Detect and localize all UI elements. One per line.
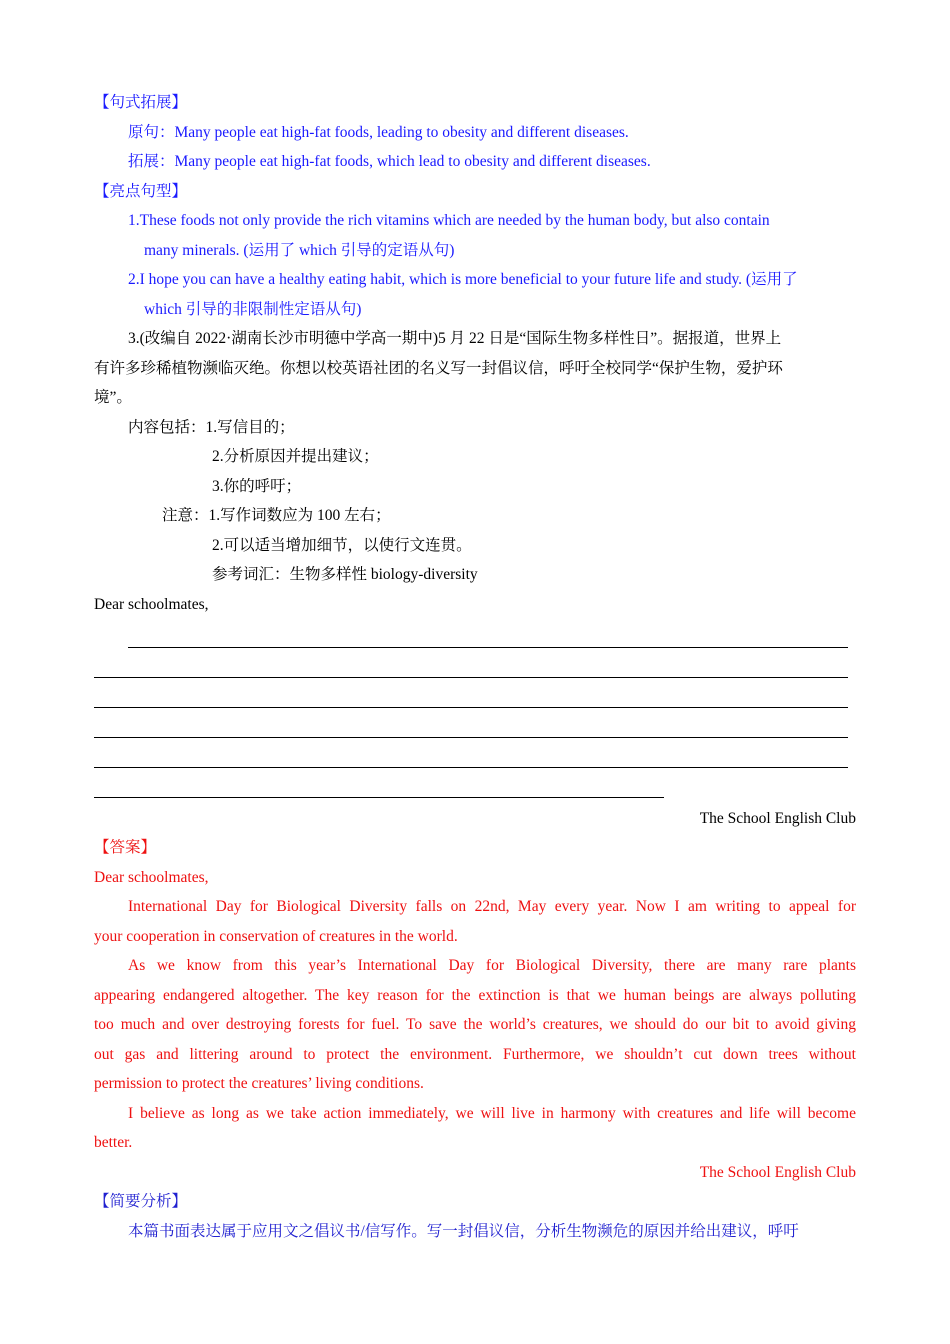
content-requirement-3: 3.你的呼吁； [212, 477, 302, 495]
analysis-line-1: 本篇书面表达属于应用文之倡议书/信写作。写一封倡议信，分析生物濒危的原因并给出建议，呼吁 [128, 1222, 799, 1240]
highlight-item-2-line-2: which 引导的非限制性定语从句) [144, 300, 362, 318]
highlight-item-2-line-1: 2.I hope you can have a healthy eating habit, which is more beneficial to your future life and study. (运用了 [128, 271, 798, 288]
writing-line [128, 647, 848, 648]
letter-signature: The School English Club [699, 810, 856, 827]
content-requirement-2: 2.分析原因并提出建议； [212, 448, 379, 465]
note-2: 2.可以适当增加细节，以使行文连贯。 [212, 536, 472, 554]
answer-heading: 【答案】 [94, 839, 157, 856]
original-sentence [94, 118, 856, 148]
task-prompt-line-3: 境”。 [94, 389, 132, 406]
expanded-text: Many people eat high-fat foods, which lead to obesity and different diseases. [174, 153, 651, 170]
answer-p2-line-1: As we know from this year’s International Day for Biological Diversity, there are many rare plants [128, 957, 856, 974]
analysis-heading: 【简要分析】 [94, 1193, 188, 1210]
writing-lines [94, 619, 856, 805]
answer-p2-line-3: too much and over destroying forests for fuel. To save the world’s creatures, we should do our bit to avoid giving [94, 1016, 856, 1033]
answer-salutation: Dear schoolmates, [94, 868, 209, 886]
content-item-1: 1.写信目的； [205, 418, 295, 436]
highlight-sentences-heading: 【亮点句型】 [94, 182, 188, 200]
answer-p1-line-2: your cooperation in conservation of creatures in the world. [94, 927, 458, 945]
answer-p1-line-1: International Day for Biological Diversity falls on 22nd, May every year. Now I am writing to appeal for [128, 898, 856, 915]
answer-p2-line-2: appearing endangered altogether. The key reason for the extinction is that we human beings are always polluting [94, 986, 856, 1004]
note-item-1: 1.写作词数应为 100 左右； [208, 507, 391, 524]
note-1 [94, 501, 856, 531]
writing-line [94, 767, 848, 768]
answer-signature: The School English Club [699, 1163, 856, 1181]
answer-p3-line-2: better. [94, 1134, 133, 1151]
answer-p2-line-4: out gas and littering around to protect the environment. Furthermore, we shouldn’t cut down trees without [94, 1045, 856, 1063]
original-label: 原句： [128, 123, 175, 141]
answer-p2-line-5: permission to protect the creatures’ living conditions. [94, 1075, 424, 1092]
sentence-expansion-heading: 【句式拓展】 [94, 94, 188, 111]
writing-line [94, 677, 848, 678]
note-label: 注意： [162, 507, 209, 524]
document-page [94, 88, 856, 1246]
content-requirement-1 [94, 413, 856, 443]
task-prompt-line-2: 有许多珍稀植物濒临灭绝。你想以校英语社团的名义写一封倡议信，呼吁全校同学“保护生物，爱护环 [94, 359, 783, 377]
writing-line [94, 737, 848, 738]
highlight-item-1-line-2: many minerals. (运用了 which 引导的定语从句) [144, 241, 455, 259]
content-label: 内容包括： [128, 418, 206, 436]
original-text: Many people eat high-fat foods, leading to obesity and different diseases. [174, 123, 629, 141]
letter-salutation: Dear schoolmates, [94, 595, 209, 613]
expanded-label: 拓展： [128, 153, 175, 170]
highlight-item-1-line-1: 1.These foods not only provide the rich vitamins which are needed by the human body, but also contain [128, 212, 770, 229]
task-prompt-line-1: 3.(改编自 2022·湖南长沙市明德中学高一期中)5 月 22 日是“国际生物多样性日”。据报道，世界上 [128, 330, 782, 347]
expanded-sentence [94, 147, 856, 177]
writing-line [94, 797, 664, 798]
vocabulary-hint: 参考词汇：生物多样性 biology-diversity [212, 566, 478, 583]
writing-line [94, 707, 848, 708]
answer-p3-line-1: I believe as long as we take action immediately, we will live in harmony with creatures and life will become [128, 1104, 856, 1122]
